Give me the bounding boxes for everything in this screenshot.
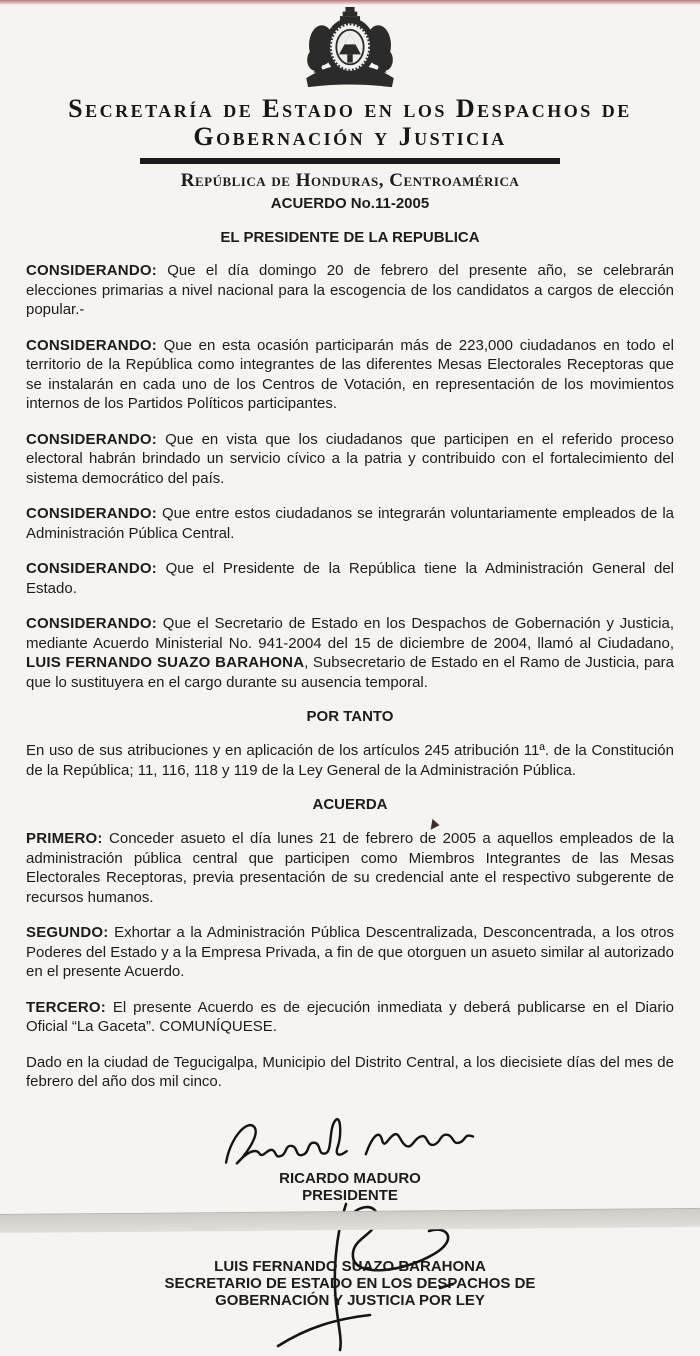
double-rule-divider — [140, 158, 560, 164]
considerando-paragraph-6 — [26, 614, 674, 692]
considerando-label: CONSIDERANDO: — [26, 336, 157, 354]
considerando-text: Que el Presidente de la República tiene la Administración General del Estado. — [26, 560, 675, 597]
emblem-container — [26, 7, 674, 89]
secretary-title-line1: SECRETARIO DE ESTADO EN LOS DESPACHOS DE — [164, 1274, 536, 1292]
president-title: PRESIDENTE — [302, 1186, 398, 1204]
secretary-text-lines — [26, 1258, 674, 1309]
ricardo-maduro-signature-icon — [214, 1100, 487, 1176]
considerando-label: CONSIDERANDO: — [26, 615, 157, 632]
considerando-text: Que en esta ocasión participarán más de 223,000 ciudadanos en todo el territorio de la República como integrantes de las diferentes Mesas Electorales Receptoras que se instalarán en cada uno de los Centros de Votación, en representación de los movimientos internos de los Partidos Políticos participantes. — [26, 336, 674, 412]
acuerda-text: Conceder asueto el día lunes 21 de febrero de 2005 a aquellos empleados de la administración pública central que participen como Miembros Integrantes de las Mesas Electorales Receptoras, previa presentación de su credencial ante el respectivo subgerente de recursos humanos. — [26, 830, 674, 906]
considerando-text: , Subsecretario de Estado en el Ramo de Justicia, para que lo sustituyera en el cargo durante su ausencia temporal. — [26, 654, 674, 691]
secretary-name: LUIS FERNANDO SUAZO BARAHONA — [214, 1257, 486, 1275]
considerando-paragraph-4 — [26, 504, 674, 543]
president-name: RICARDO MADURO — [279, 1169, 421, 1187]
acuerdo-number: ACUERDO No.11-2005 — [270, 195, 430, 212]
acuerda-heading: ACUERDA — [312, 796, 388, 813]
considerando-text: Que entre estos ciudadanos se integrarán voluntariamente empleados de la Administración Pública Central. — [26, 505, 674, 542]
acuerda-item-segundo — [26, 923, 674, 982]
considerando-text: Que el día domingo 20 de febrero del presente año, se celebrarán elecciones primarias a nivel nacional para la escogencia de los candidatos a cargos de elección popular.- — [26, 262, 674, 318]
acuerda-text: El presente Acuerdo es de ejecución inmediata y deberá publicarse en el Diario Oficial “La Gaceta”. COMUNÍQUESE. — [26, 998, 674, 1035]
considerando-label: CONSIDERANDO: — [26, 430, 157, 448]
scan-top-edge-band — [0, 0, 700, 5]
considerando-paragraph-1 — [26, 261, 674, 320]
president-heading: EL PRESIDENTE DE LA REPUBLICA — [220, 229, 480, 246]
por-tanto-heading: POR TANTO — [306, 708, 394, 725]
ministry-title-line2: Gobernación y Justicia — [193, 122, 507, 151]
considerando-text: Que en vista que los ciudadanos que participen en el referido proceso electoral habrán brindado un servicio cívico a la patria y contribuido con el fortalecimiento del sistema democrático del país. — [26, 430, 674, 487]
acuerda-text: Exhortar a la Administración Pública Descentralizada, Desconcentrada, a los otros Poderes del Estado y a la Empresa Privada, a fin de que otorguen un asueto similar al autorizado en el presente Acuerdo. — [26, 924, 674, 980]
considerando-label: CONSIDERANDO: — [26, 560, 157, 577]
honduras-coat-of-arms-icon — [292, 7, 408, 89]
acuerda-label: TERCERO: — [26, 998, 106, 1016]
acuerda-item-tercero — [26, 998, 674, 1037]
por-tanto-paragraph: En uso de sus atribuciones y en aplicación de los artículos 245 atribución 11ª. de la Constitución de la República; 11, 116, 118 y 119 de la Ley General de la Administración Pública. — [26, 742, 674, 779]
president-signature-block — [26, 1108, 674, 1204]
acuerda-label: PRIMERO: — [26, 830, 103, 847]
decree-document — [0, 7, 700, 1356]
republic-subtitle: República de Honduras, Centroamérica — [180, 170, 520, 191]
official-name-bold: LUIS FERNANDO SUAZO BARAHONA — [26, 654, 305, 671]
considerando-text: Que el Secretario de Estado en los Despachos de Gobernación y Justicia, mediante Acuerdo Ministerial No. 941-2004 del 15 de diciembre de 2004, llamó al Ciudadano, — [26, 615, 674, 652]
acuerda-label: SEGUNDO: — [26, 924, 109, 941]
considerando-paragraph-3 — [26, 430, 674, 489]
acuerda-item-primero — [26, 829, 674, 907]
secretary-title-line2: GOBERNACIÓN Y JUSTICIA POR LEY — [215, 1291, 485, 1309]
considerando-paragraph-2 — [26, 336, 674, 414]
considerando-paragraph-5 — [26, 559, 674, 598]
closing-paragraph: Dado en la ciudad de Tegucigalpa, Municipio del Distrito Central, a los diecisiete días del mes de febrero del año dos mil cinco. — [26, 1053, 674, 1090]
considerando-label: CONSIDERANDO: — [26, 262, 157, 279]
ministry-title-line1: Secretaría de Estado en los Despachos de — [68, 94, 632, 123]
considerando-label: CONSIDERANDO: — [26, 505, 157, 522]
